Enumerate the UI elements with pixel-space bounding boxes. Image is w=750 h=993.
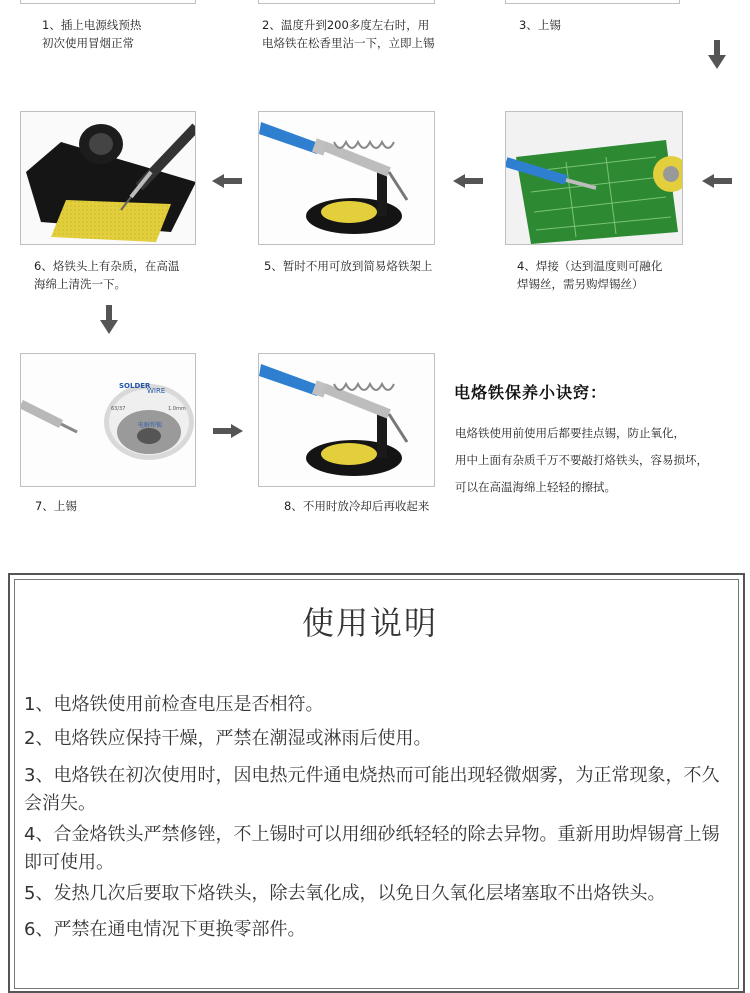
spool-label-cn: 电解焊锡 — [138, 422, 163, 429]
arrow-left-icon — [702, 174, 732, 188]
manual-item: 3、电烙铁在初次使用时，因电热元件通电烧热而可能出现轻微烟雾，为正常现象，不久会消失。 — [24, 765, 720, 814]
manual-list — [24, 691, 724, 944]
manual-item: 2、电烙铁应保持干燥，严禁在潮湿或淋雨后使用。 — [24, 728, 432, 749]
step8-caption: 8、不用时放冷却后再收起来 — [284, 499, 430, 513]
tips-title: 电烙铁保养小诀窍： — [454, 383, 608, 402]
manual-item: 4、合金烙铁头严禁修锉，不上锡时可以用细砂纸轻轻的除去异物。重新用助焊锡膏上锡即可使用。 — [24, 824, 720, 873]
tips-body — [455, 420, 747, 501]
spool-brand-top: SOLDER — [119, 382, 151, 390]
step7-caption: 7、上锡 — [35, 499, 77, 513]
step6-caption: 6、烙铁头上有杂质，在高温 海绵上清洗一下。 — [34, 259, 180, 291]
arrow-down-icon — [100, 305, 118, 335]
step2-photo — [258, 0, 435, 4]
arrow-left-icon — [212, 174, 242, 188]
step6-photo — [20, 111, 196, 245]
step7-photo — [20, 353, 196, 487]
tip-line: 电烙铁使用前使用后都要挂点锡，防止氧化， — [455, 426, 685, 440]
step4-photo — [505, 111, 683, 245]
step2-caption: 2、温度升到200多度左右时，用 电烙铁在松香里沾一下，立即上锡 — [262, 18, 435, 50]
tip-line: 可以在高温海绵上轻轻的擦拭。 — [455, 480, 616, 494]
spool-spec-left: 63/37 — [111, 406, 126, 412]
step5-photo — [258, 111, 435, 245]
manual-item: 6、严禁在通电情况下更换零部件。 — [24, 919, 306, 940]
spool-spec-right: 1.0mm — [168, 406, 186, 412]
step3-caption: 3、上锡 — [519, 18, 561, 32]
step3-photo — [505, 0, 680, 4]
manual-title: 使用说明 — [301, 604, 438, 642]
step8-photo — [258, 353, 435, 487]
manual-item: 5、发热几次后要取下烙铁头，除去氧化成，以免日久氧化层堵塞取不出烙铁头。 — [24, 883, 666, 904]
arrow-right-icon — [213, 424, 243, 438]
spool-brand-wire: WIRE — [147, 387, 166, 395]
manual-item: 1、电烙铁使用前检查电压是否相符。 — [24, 694, 324, 715]
tip-line: 用中上面有杂质千万不要敲打烙铁头，容易损坏， — [455, 453, 708, 467]
step4-caption: 4、焊接（达到温度则可融化 焊锡丝，需另购焊锡丝） — [517, 259, 663, 291]
step1-caption: 1、插上电源线预热 初次使用冒烟正常 — [42, 18, 142, 50]
arrow-down-icon — [708, 40, 726, 70]
step1-photo — [20, 0, 196, 4]
arrow-left-icon — [453, 174, 483, 188]
step5-caption: 5、暂时不用可放到简易烙铁架上 — [264, 259, 433, 273]
